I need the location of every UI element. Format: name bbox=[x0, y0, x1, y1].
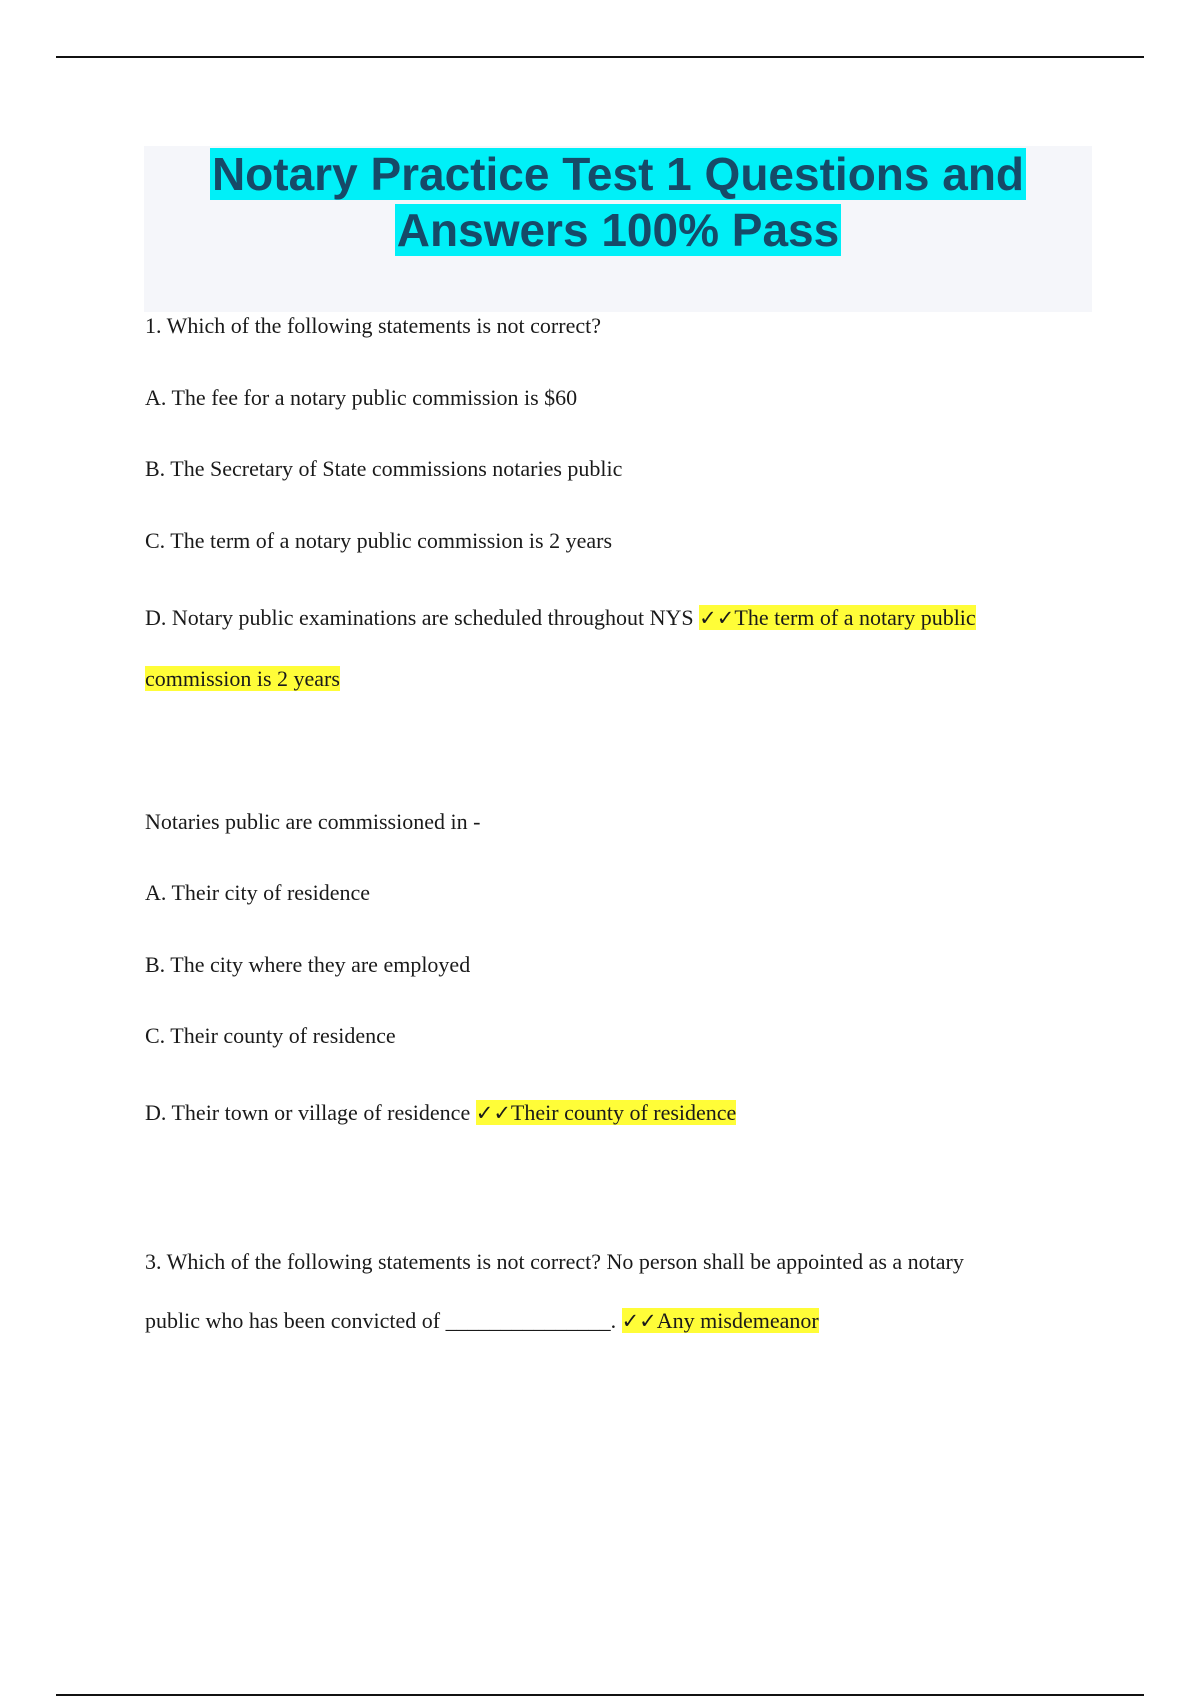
q3-question-line-2 bbox=[145, 1307, 819, 1335]
q3-answer-highlight bbox=[622, 1308, 819, 1333]
check-mark-icon: ✓✓ bbox=[699, 606, 735, 630]
title-banner bbox=[144, 146, 1092, 312]
q3-question-line-1: 3. Which of the following statements is not correct? No person shall be appointed as a notary bbox=[145, 1249, 964, 1274]
q1-answer-line-2 bbox=[145, 665, 340, 693]
title-line-1: Notary Practice Test 1 Questions and bbox=[211, 148, 1025, 200]
q1-option-c: C. The term of a notary public commission is 2 years bbox=[145, 528, 613, 553]
q2-option-c: C. Their county of residence bbox=[145, 1023, 396, 1048]
q1-option-a: A. The fee for a notary public commission is $60 bbox=[145, 385, 578, 410]
document-title bbox=[144, 146, 1092, 258]
check-mark-icon: ✓✓ bbox=[475, 1101, 511, 1125]
q2-answer-highlight bbox=[476, 1100, 737, 1125]
q1-question: 1. Which of the following statements is not correct? bbox=[145, 313, 601, 338]
q2-option-d-line bbox=[145, 1099, 736, 1127]
q3-question-blank: public who has been convicted of _______________. bbox=[145, 1308, 617, 1333]
q1-answer-part1: The term of a notary public bbox=[734, 605, 976, 630]
q1-answer-part2: commission is 2 years bbox=[145, 666, 340, 691]
q2-option-d: D. Their town or village of residence bbox=[145, 1100, 471, 1125]
title-line-2: Answers 100% Pass bbox=[396, 204, 840, 256]
q1-option-d-line bbox=[145, 604, 976, 632]
q1-option-d: D. Notary public examinations are scheduled throughout NYS bbox=[145, 605, 694, 630]
q3-answer: Any misdemeanor bbox=[656, 1308, 819, 1333]
q2-question: Notaries public are commissioned in - bbox=[145, 809, 481, 834]
q2-answer: Their county of residence bbox=[510, 1100, 737, 1125]
q2-option-b: B. The city where they are employed bbox=[145, 952, 471, 977]
q1-option-b: B. The Secretary of State commissions notaries public bbox=[145, 456, 623, 481]
q1-answer-highlight bbox=[699, 605, 976, 630]
footer-rule bbox=[56, 1694, 1144, 1696]
header-rule bbox=[56, 56, 1144, 58]
check-mark-icon: ✓✓ bbox=[621, 1309, 657, 1333]
q2-option-a: A. Their city of residence bbox=[145, 880, 371, 905]
